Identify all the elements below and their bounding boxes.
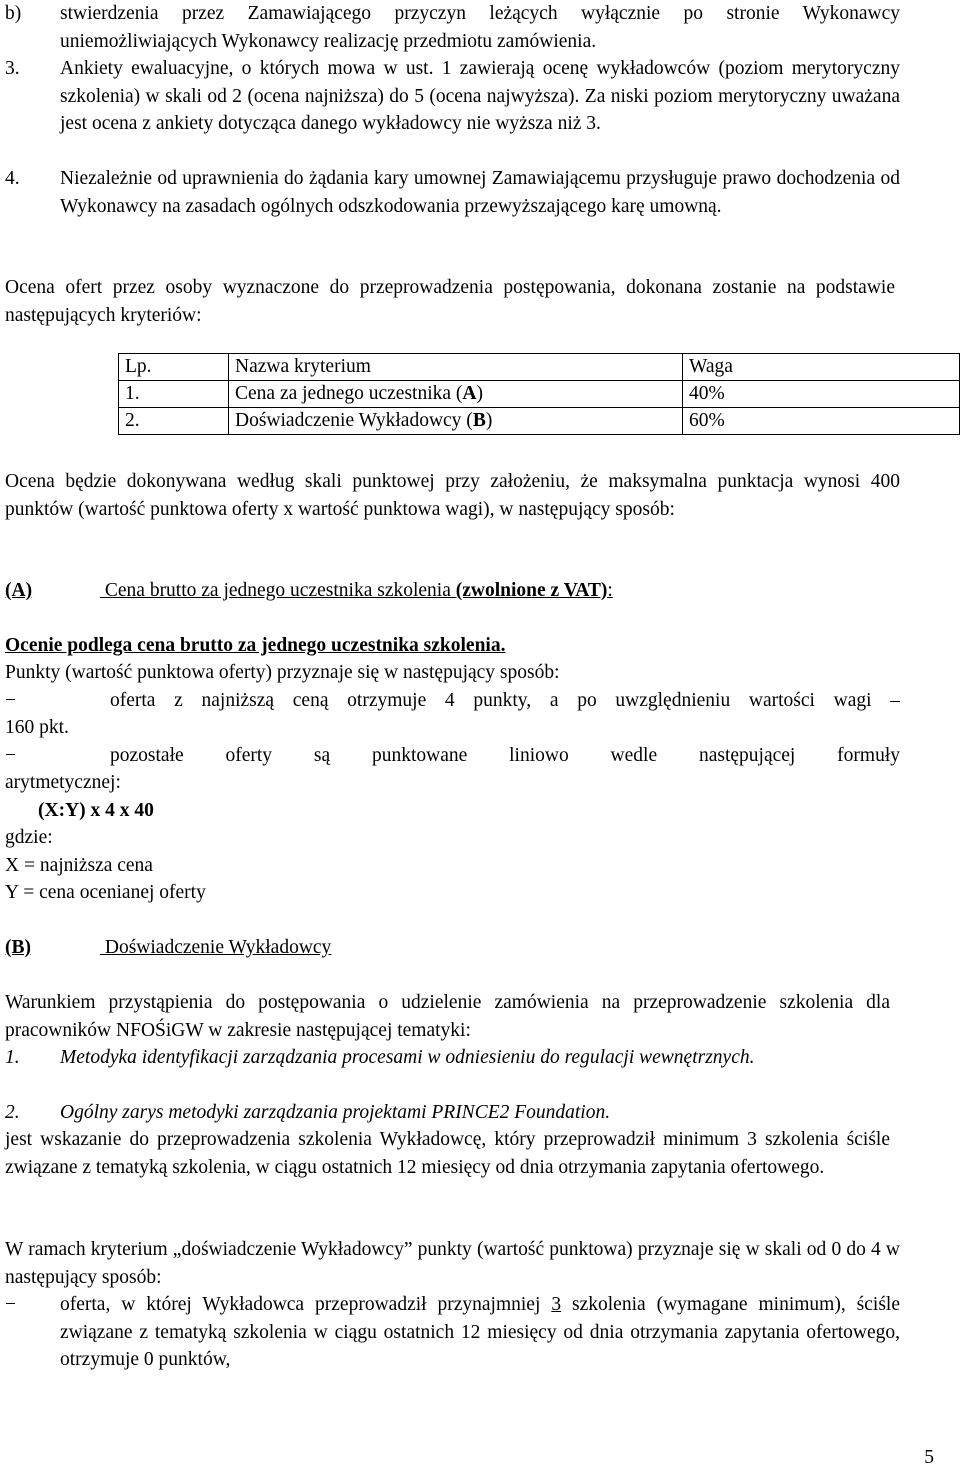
- criterion-a-points-intro: Punkty (wartość punktowa oferty) przyznaje się w następujący sposób:: [5, 662, 560, 683]
- item-3-text: Ankiety ewaluacyjne, o których mowa w ust. 1 zawierają ocenę wykładowców (poziom merytoryczny szkolenia) w skali od 2 (ocena najniższa) do 5 (ocena najwyższa). Za niski poziom merytoryczny uważana jest ocena z ankiety dotycząca danego wykładowcy nie wyższa niż 3.: [60, 58, 900, 134]
- criterion-a-bullet-2-cont: arytmetycznej:: [5, 772, 121, 793]
- scoring-intro: Ocena będzie dokonywana według skali punktowej przy założeniu, że maksymalna punktacja wynosi 400 punktów (wartość punktowa oferty x wartość punktowa wagi), w następujący sposób:: [5, 471, 900, 520]
- bullet-dash: −: [5, 745, 16, 766]
- bullet-dash: −: [5, 1294, 16, 1315]
- topic-1-number: 1.: [5, 1047, 20, 1068]
- item-3-marker: 3.: [5, 58, 20, 79]
- evaluation-intro: Ocena ofert przez osoby wyznaczone do przeprowadzenia postępowania, dokonana zostanie na podstawie następujących kryteriów:: [5, 277, 895, 326]
- row-lp: 2.: [119, 408, 229, 435]
- criteria-table-header-row: [119, 354, 960, 381]
- formula: (X:Y) x 4 x 40: [38, 800, 154, 821]
- criterion-a-marker: (A): [5, 580, 33, 601]
- criterion-b-title: Doświadczenie Wykładowcy: [100, 937, 332, 958]
- item-4-text: Niezależnie od uprawnienia do żądania kary umownej Zamawiającemu przysługuje prawo dochodzenia od Wykonawcy na zasadach ogólnych odszkodowania przewyższającego karę umowną.: [60, 168, 900, 217]
- row-name: Cena za jednego uczestnika (A): [229, 381, 683, 408]
- table-row: [119, 381, 960, 408]
- topic-1-text: Metodyka identyfikacji zarządzania procesami w odniesieniu do regulacji wewnętrznych.: [60, 1047, 755, 1068]
- header-lp: Lp.: [119, 354, 229, 381]
- criterion-a-bullet-1-cont: 160 pkt.: [5, 717, 69, 738]
- row-weight: 40%: [683, 381, 960, 408]
- criterion-a-bullet-1: oferta z najniższą ceną otrzymuje 4 punkty, a po uwzględnieniu wartości wagi –: [110, 690, 900, 711]
- criterion-a-title: Cena brutto za jednego uczestnika szkolenia (zwolnione z VAT):: [100, 580, 613, 601]
- section-b-marker: b): [5, 3, 22, 24]
- header-weight: Waga: [683, 354, 960, 381]
- section-b-text: stwierdzenia przez Zamawiającego przyczyn leżących wyłącznie po stronie Wykonawcy uniemożliwiających Wykonawcy realizację przedmiotu zamówienia.: [60, 3, 900, 52]
- where-label: gdzie:: [5, 827, 53, 848]
- table-row: [119, 408, 960, 435]
- criterion-a-bullet-2: pozostałe oferty są punktowane liniowo wedle następującej formuły: [110, 745, 900, 766]
- criterion-a-subject: Ocenie podlega cena brutto za jednego uczestnika szkolenia.: [5, 635, 506, 656]
- row-name: Doświadczenie Wykładowcy (B): [229, 408, 683, 435]
- criterion-b-bullet: oferta, w której Wykładowca przeprowadził przynajmniej 3 szkolenia (wymagane minimum), ściśle związane z tematyką szkolenia w ciągu ostatnich 12 miesięcy od dnia otrzymania zapytania ofertowego, otrzymuje 0 punktów,: [60, 1294, 900, 1370]
- criterion-b-scoring: W ramach kryterium „doświadczenie Wykładowcy” punkty (wartość punktowa) przyznaje się w skali od 0 do 4 w następujący sposób:: [5, 1239, 900, 1288]
- criterion-b-requirement: jest wskazanie do przeprowadzenia szkolenia Wykładowcę, który przeprowadził minimum 3 szkolenia ściśle związane z tematyką szkolenia, w ciągu ostatnich 12 miesięcy od dnia otrzymania zapytania ofertowego.: [5, 1129, 890, 1178]
- item-4-marker: 4.: [5, 168, 20, 189]
- page-number: 5: [924, 1447, 934, 1468]
- bullet-dash: −: [5, 690, 16, 711]
- criterion-b-marker: (B): [5, 937, 31, 958]
- y-definition: Y = cena ocenianej oferty: [5, 882, 206, 903]
- row-lp: 1.: [119, 381, 229, 408]
- topic-2-text: Ogólny zarys metodyki zarządzania projektami PRINCE2 Foundation.: [60, 1102, 611, 1123]
- header-name: Nazwa kryterium: [229, 354, 683, 381]
- row-weight: 60%: [683, 408, 960, 435]
- x-definition: X = najniższa cena: [5, 855, 153, 876]
- criterion-b-condition: Warunkiem przystąpienia do postępowania o udzielenie zamówienia na przeprowadzenie szkolenia dla pracowników NFOŚiGW w zakresie następującej tematyki:: [5, 992, 890, 1041]
- topic-2-number: 2.: [5, 1102, 20, 1123]
- criteria-table: [118, 353, 960, 435]
